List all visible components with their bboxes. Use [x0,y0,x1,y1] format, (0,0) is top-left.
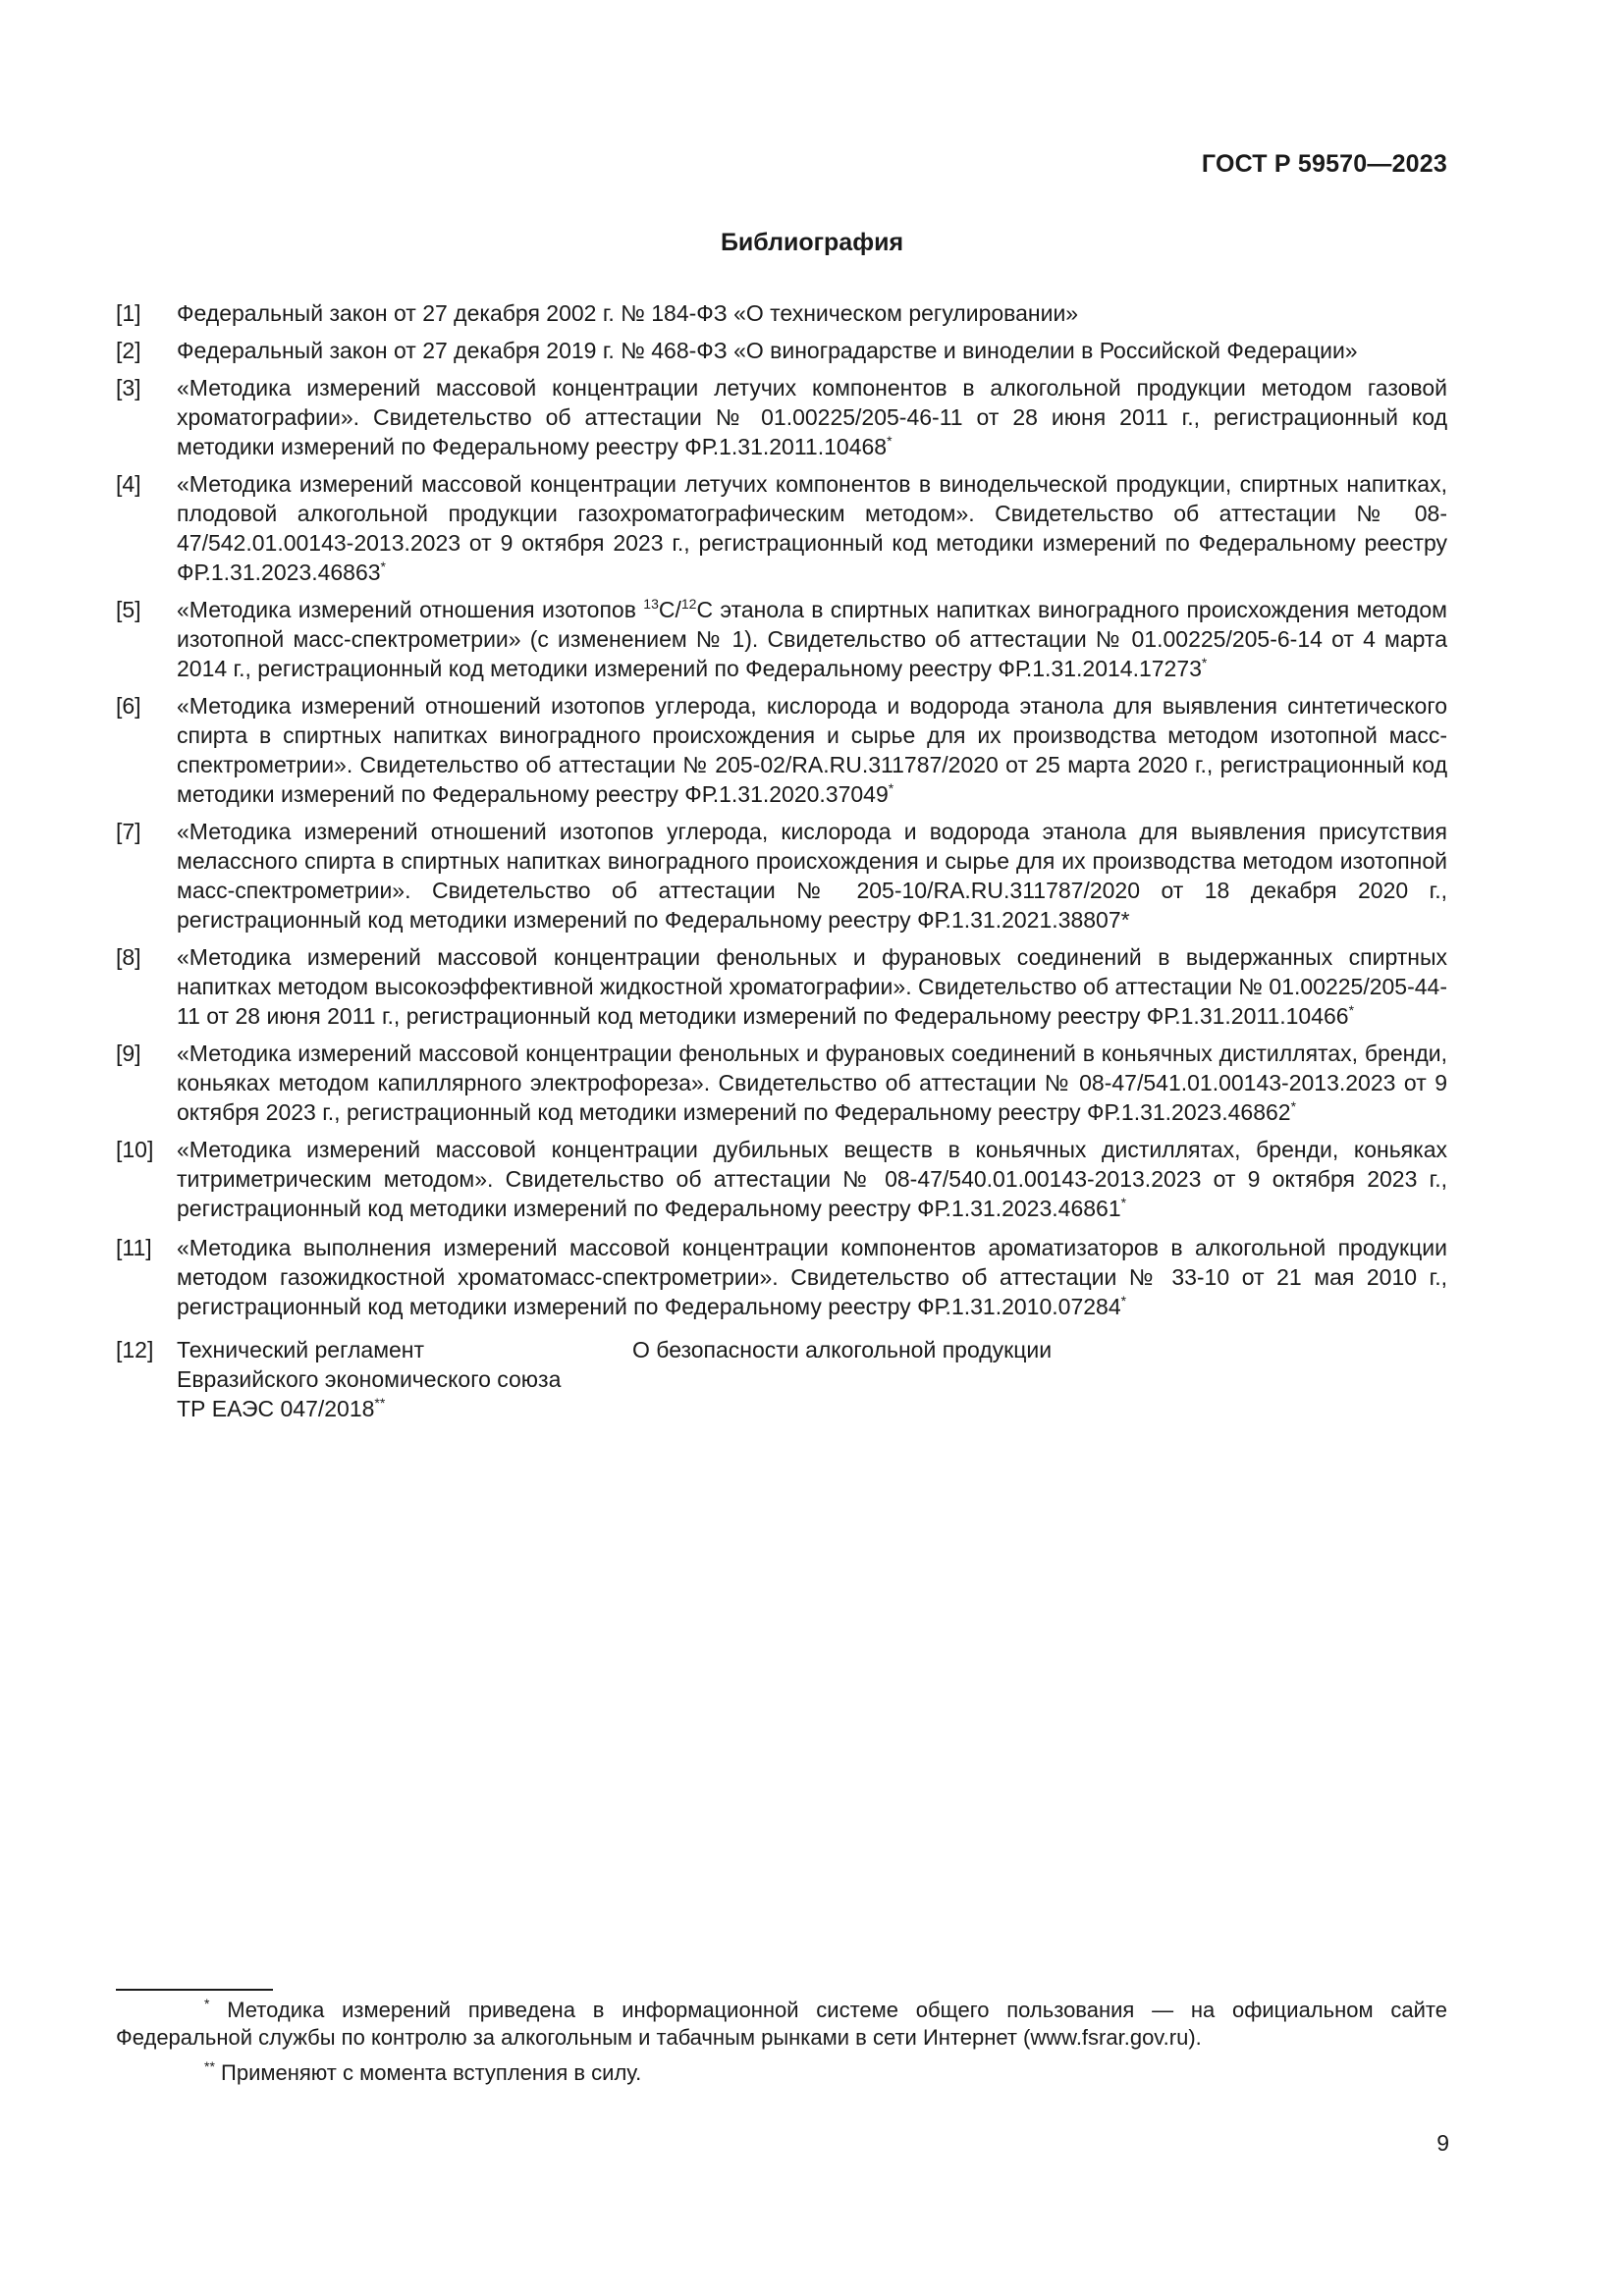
bibliography-number: [6] [116,693,141,719]
regulation-subject: О безопасности алкогольной продукции [632,1337,1053,1362]
footnotes [116,1989,1447,2087]
bibliography-text: «Методика измерений массовой концентрации фенольных и фурановых соединений в выдержанных спиртных напитках методом высокоэффективной жидкостной хроматографии». Свидетельство об аттестации № 01.00225/205-44-11 от 28 июня 2011 г., регистрационный код методики измерений по Федеральному реестру ФР.1.31.2011.10466 [177,944,1447,1029]
bibliography-text: «Методика измерений массовой концентрации дубильных веществ в коньячных дистиллятах, бренди, коньяках титриметрическим методом». Свидетельство об аттестации № 08-47/540.01.00143-2013.2023 от 9 октября 2023 г., регистрационный код методики измерений по Федеральному реестру ФР.1.31.2023.46861 [177,1137,1447,1221]
footnote-mark: * [380,559,386,574]
bibliography-list [116,298,1447,1423]
bibliography-item [116,373,1447,461]
regulation-name-line: Евразийского экономического союза [177,1366,562,1392]
bibliography-number: [4] [116,471,141,497]
footnote-divider [116,1989,273,1991]
bibliography-text: «Методика измерений массовой концентрации фенольных и фурановых соединений в коньячных дистиллятах, бренди, коньяках методом капиллярного электрофореза». Свидетельство об аттестации № 08-47/541.01.00143-2013.2023 от 9 октября 2023 г., регистрационный код методики измерений по Федеральному реестру ФР.1.31.2023.46862 [177,1041,1447,1125]
bibliography-number: [2] [116,338,141,363]
bibliography-number: [1] [116,300,141,326]
bibliography-item [116,298,1447,328]
bibliography-text: «Методика измерений отношений изотопов углерода, кислорода и водорода этанола для выявления синтетического спирта в спиртных напитках виноградного происхождения и сырье для их производства методом изотопной масс-спектрометрии». Свидетельство об аттестации № 205-02/RA.RU.311787/2020 от 25 марта 2020 г., регистрационный код методики измерений по Федеральному реестру ФР.1.31.2020.37049 [177,693,1447,807]
footnote-mark: * [204,1996,210,2011]
bibliography-number: [10] [116,1137,154,1162]
footnote [116,1997,1447,2052]
bibliography-text: Федеральный закон от 27 декабря 2002 г. № 184-ФЗ «О техническом регулировании» [177,300,1079,326]
footnote-mark: * [1201,655,1208,670]
bibliography-text: «Методика измерений массовой концентрации летучих компонентов в алкогольной продукции методом газовой хроматографии». Свидетельство об аттестации № 01.00225/205-46-11 от 28 июня 2011 г., регистрационный код методики измерений по Федеральному реестру ФР.1.31.2011.10468 [177,375,1447,459]
isotope-mass-number: 13 [643,596,659,612]
footnote-mark: * [1348,1002,1355,1018]
regulation-name-line [177,1394,632,1423]
bibliography-number: [11] [116,1235,152,1260]
bibliography-item [116,595,1447,683]
footnote-mark: * [1120,1293,1127,1308]
bibliography-number: [12] [116,1337,154,1362]
bibliography-text: «Методика измерений отношения изотопов [177,597,644,622]
bibliography-item-regulation [116,1335,1447,1423]
footnote-mark: * [888,780,894,796]
footnote-text: Методика измерений приведена в информационной системе общего пользования — на официальном сайте Федеральной службы по контролю за алкогольным и табачным рынками в сети Интернет (www.fsrar.gov.ru). [116,1998,1447,2050]
page-number: 9 [1436,2130,1449,2156]
bibliography-text: «Методика выполнения измерений массовой концентрации компонентов ароматизаторов в алкогольной продукции методом газожидкостной хроматомасс-спектрометрии». Свидетельство об аттестации № 33-10 от 21 мая 2010 г., регистрационный код методики измерений по Федеральному реестру ФР.1.31.2010.07284 [177,1235,1447,1319]
bibliography-item [116,336,1447,365]
regulation-name [177,1335,632,1423]
footnote-mark: * [1290,1098,1297,1114]
bibliography-number: [9] [116,1041,141,1066]
regulation-name-line: Технический регламент [177,1337,425,1362]
footnote-mark: * [1120,1195,1127,1210]
bibliography-item [116,1039,1447,1127]
bibliography-item [116,1233,1447,1321]
bibliography-item [116,1135,1447,1223]
bibliography-text: C этанола в спиртных напитках виноградного происхождения методом изотопной масс-спектрометрии» (с изменением № 1). Свидетельство об аттестации № 01.00225/205-6-14 от 4 марта 2014 г., регистрационный код методики измерений по Федеральному реестру ФР.1.31.2014.17273 [177,597,1447,681]
page-title: Библиография [720,229,904,256]
document-code: ГОСТ Р 59570—2023 [1201,150,1447,178]
bibliography-text: Федеральный закон от 27 декабря 2019 г. № 468-ФЗ «О виноградарстве и виноделии в Российской Федерации» [177,338,1358,363]
footnote-mark: ** [374,1395,386,1411]
bibliography-number: [5] [116,597,141,622]
footnote-mark: * [887,433,893,449]
bibliography-number: [7] [116,819,141,844]
bibliography-item [116,817,1447,934]
footnote-mark: ** [204,2058,215,2074]
footnote [116,2059,1447,2087]
bibliography-text: «Методика измерений отношений изотопов углерода, кислорода и водорода этанола для выявления присутствия мелассного спирта в спиртных напитках виноградного происхождения и сырье для их производства методом изотопной масс-спектрометрии». Свидетельство об аттестации № 205-10/RA.RU.311787/2020 от 18 декабря 2020 г., регистрационный код методики измерений по Федеральному реестру ФР.1.31.2021.38807* [177,819,1447,933]
bibliography-text: C/ [658,597,681,622]
bibliography-item [116,469,1447,587]
isotope-mass-number: 12 [680,596,697,612]
bibliography-item [116,942,1447,1031]
bibliography-number: [3] [116,375,141,400]
bibliography-number: [8] [116,944,141,970]
bibliography-item [116,691,1447,809]
footnote-text: Применяют с момента вступления в силу. [214,2060,642,2085]
regulation-code: ТР ЕАЭС 047/2018 [177,1396,375,1421]
bibliography-text: «Методика измерений массовой концентрации летучих компонентов в винодельческой продукции, спиртных напитках, плодовой алкогольной продукции газохроматографическим методом». Свидетельство об аттестации № 08-47/542.01.00143-2013.2023 от 9 октября 2023 г., регистрационный код методики измерений по Федеральному реестру ФР.1.31.2023.46863 [177,471,1447,585]
